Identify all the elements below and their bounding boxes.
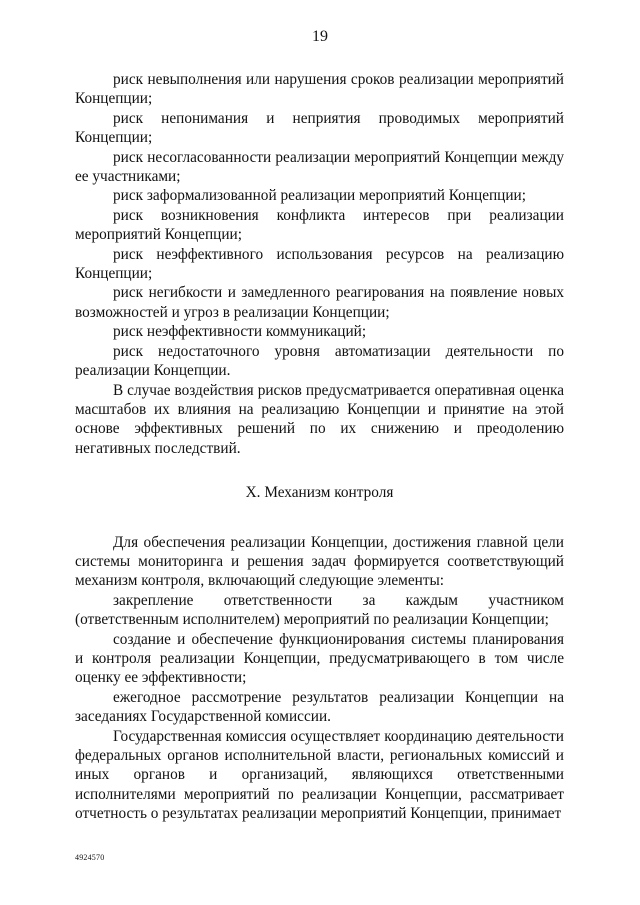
- document-code: 4924570: [75, 853, 105, 862]
- document-body: [75, 70, 564, 824]
- paragraph-risk-4: риск заформализованной реализации мероприятий Концепции;: [113, 187, 526, 205]
- paragraph-state-commission: Государственная комиссия осуществляет координацию деятельности федеральных органов исполнительной власти, региональных комиссий и иных органов и организаций, являющихся ответственными исполнителями мероприятий по реализации Концепции, рассматривает отчетность о результатах реализации мероприятий Концепции, принимает: [75, 727, 564, 823]
- paragraph-control-element-1: закрепление ответственности за каждым участником (ответственным исполнителем) мероприятий по реализации Концепции;: [75, 591, 564, 629]
- paragraph-control-intro: Для обеспечения реализации Концепции, достижения главной цели системы мониторинга и решения задач формируется соответствующий механизм контроля, включающий следующие элементы:: [75, 533, 564, 590]
- section-heading: X. Механизм контроля: [245, 484, 394, 502]
- paragraph-control-element-2: создание и обеспечение функционирования системы планирования и контроля реализации Концепции, предусматривающего в том числе оценку ее эффективности;: [75, 630, 564, 687]
- page-number: 19: [312, 28, 328, 45]
- paragraph-risk-response: В случае воздействия рисков предусматривается оперативная оценка масштабов их влияния на реализацию Концепции и принятие на этой основе эффективных решений по их снижению и преодолению негативных последствий.: [75, 381, 564, 457]
- paragraph-risk-5: риск возникновения конфликта интересов при реализации мероприятий Концепции;: [75, 206, 564, 244]
- paragraph-risk-6: риск неэффективного использования ресурсов на реализацию Концепции;: [75, 245, 564, 283]
- paragraph-risk-2: риск непонимания и неприятия проводимых мероприятий Концепции;: [75, 109, 564, 147]
- paragraph-control-element-3: ежегодное рассмотрение результатов реализации Концепции на заседаниях Государственной комиссии.: [75, 688, 564, 726]
- paragraph-risk-1: риск невыполнения или нарушения сроков реализации мероприятий Концепции;: [75, 71, 564, 108]
- paragraph-risk-3: риск несогласованности реализации мероприятий Концепции между ее участниками;: [75, 148, 564, 186]
- paragraph-risk-8: риск неэффективности коммуникаций;: [113, 323, 367, 341]
- paragraph-risk-9: риск недостаточного уровня автоматизации деятельности по реализации Концепции.: [75, 342, 564, 380]
- paragraph-risk-7: риск негибкости и замедленного реагирования на появление новых возможностей и угроз в реализации Концепции;: [75, 284, 564, 321]
